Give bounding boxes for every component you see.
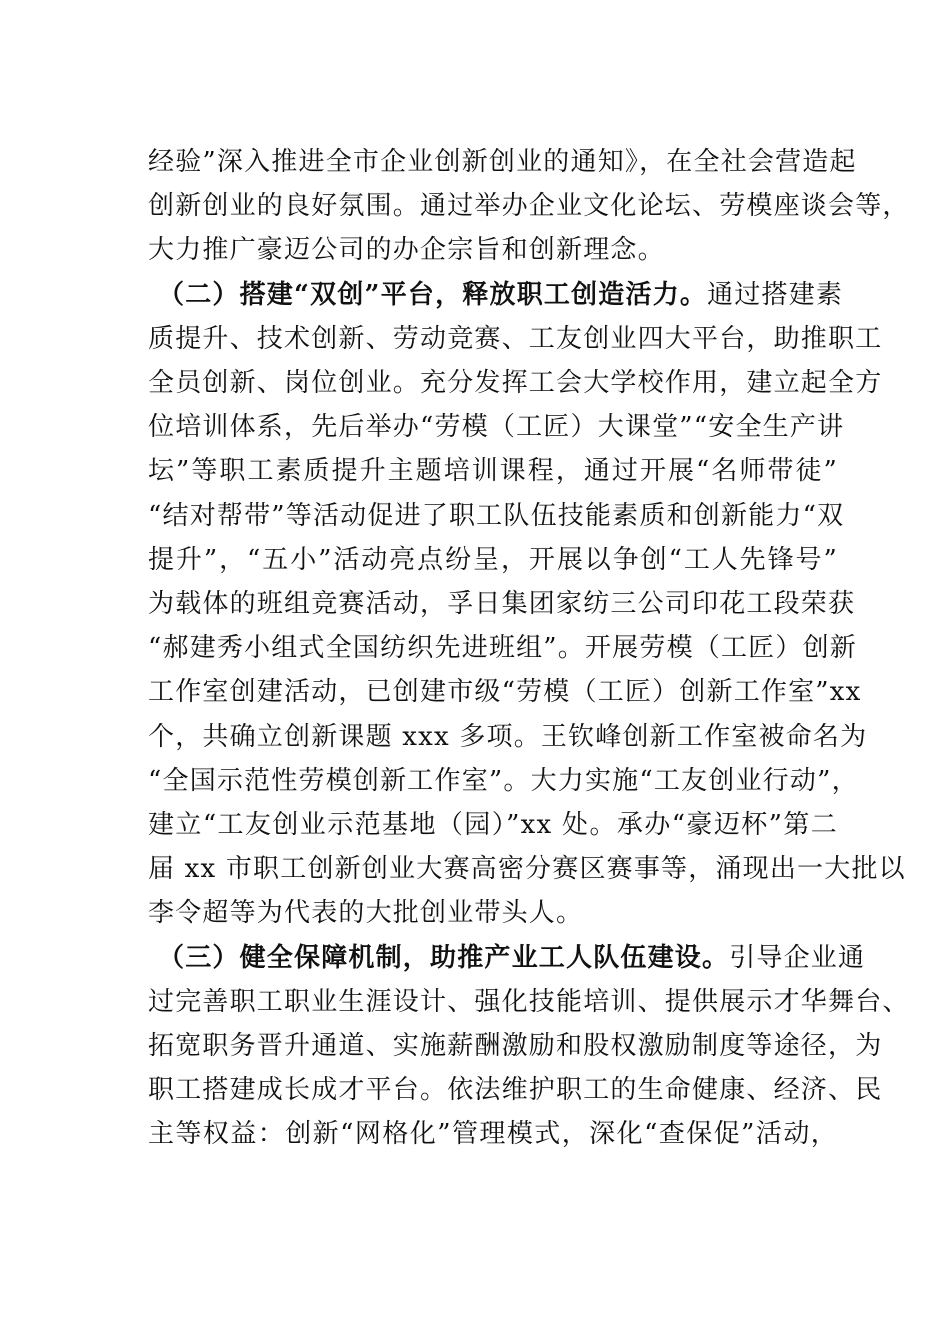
paragraph-2 bbox=[148, 273, 906, 936]
heading-continuation: 引导企业通 bbox=[729, 942, 866, 973]
paragraph-1 bbox=[148, 140, 910, 273]
text-line: 主等权益：创新“网格化”管理模式，深化“查保促”活动， bbox=[148, 1119, 838, 1150]
paragraph-3 bbox=[148, 936, 910, 1157]
heading-continuation: 通过搭建素 bbox=[707, 279, 844, 310]
text-line bbox=[148, 936, 866, 980]
section-heading-3: （三）健全保障机制，助推产业工人队伍建设。 bbox=[158, 942, 730, 973]
text-line: “郝建秀小组式全国纺织先进班组”。开展劳模（工匠）创新 bbox=[148, 633, 857, 664]
text-line: 届 xx 市职工创新创业大赛高密分赛区赛事等，涌现出一大批以 bbox=[148, 854, 906, 885]
text-line: 拓宽职务晋升通道、实施薪酬激励和股权激励制度等途径，为 bbox=[148, 1031, 883, 1062]
document-body bbox=[148, 140, 910, 1157]
text-line: 经验”深入推进全市企业创新创业的通知》，在全社会营造起 bbox=[148, 147, 857, 177]
text-line: “全国示范性劳模创新工作室”。大力实施“工友创业行动”， bbox=[148, 765, 859, 796]
text-line: “结对帮带”等活动促进了职工队伍技能素质和创新能力“双 bbox=[148, 500, 845, 531]
text-line: 提升”，“五小”活动亮点纷呈，开展以争创“工人先锋号” bbox=[148, 544, 838, 575]
text-line bbox=[148, 273, 844, 317]
text-line: 建立“工友创业示范基地（园）”xx 处。承办“豪迈杯”第二 bbox=[148, 810, 838, 841]
text-line: 过完善职工职业生涯设计、强化技能培训、提供展示才华舞台、 bbox=[148, 986, 910, 1017]
text-line: 个，共确立创新课题 xxx 多项。王钦峰创新工作室被命名为 bbox=[148, 721, 868, 752]
text-line: 全员创新、岗位创业。充分发挥工会大学校作用，建立起全方 bbox=[148, 368, 883, 399]
text-line: 位培训体系，先后举办“劳模（工匠）大课堂”“安全生产讲 bbox=[148, 412, 845, 443]
text-line: 创新创业的良好氛围。通过举办企业文化论坛、劳模座谈会等， bbox=[148, 191, 910, 222]
text-line: 为载体的班组竞赛活动，孚日集团家纺三公司印花工段荣获 bbox=[148, 589, 856, 620]
text-line: 工作室创建活动，已创建市级“劳模（工匠）创新工作室”xx bbox=[148, 677, 862, 708]
section-heading-2: （二）搭建“双创”平台，释放职工创造活力。 bbox=[158, 279, 708, 310]
text-line: 李令超等为代表的大批创业带头人。 bbox=[148, 898, 584, 929]
text-line: 职工搭建成长成才平台。依法维护职工的生命健康、经济、民 bbox=[148, 1075, 883, 1106]
text-line: 坛”等职工素质提升主题培训课程，通过开展“名师带徒” bbox=[148, 456, 838, 487]
text-line: 大力推广豪迈公司的办企宗旨和创新理念。 bbox=[148, 235, 665, 266]
text-line: 质提升、技术创新、劳动竞赛、工友创业四大平台，助推职工 bbox=[148, 323, 883, 354]
